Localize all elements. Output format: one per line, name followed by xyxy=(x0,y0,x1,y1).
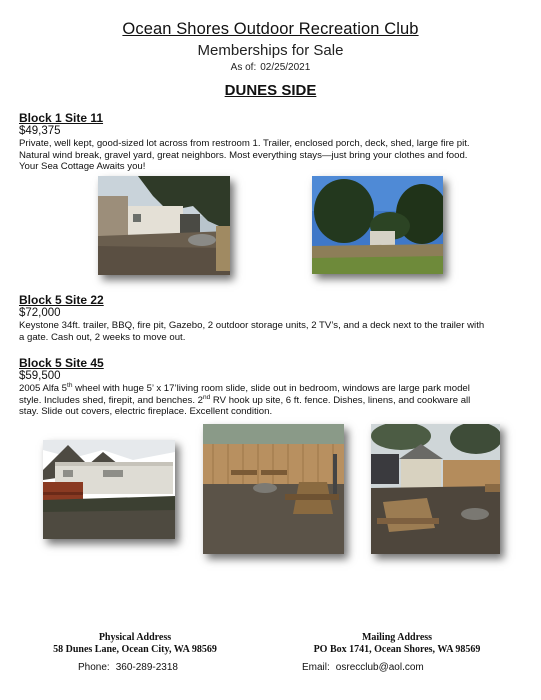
as-of-date: 02/25/2021 xyxy=(260,62,311,73)
listing-name: Block 1 Site 11 xyxy=(19,111,104,125)
fifth-wheel-photo xyxy=(43,440,175,539)
listing-price: $72,000 xyxy=(19,307,61,319)
listing-block-5-site-22 xyxy=(19,294,489,343)
mailing-address-line: PO Box 1741, Ocean Shores, WA 98569 xyxy=(313,644,481,655)
listing-name: Block 5 Site 22 xyxy=(19,293,104,307)
physical-address xyxy=(20,632,250,656)
listing-name: Block 5 Site 45 xyxy=(19,356,104,370)
shed-picnic-photo xyxy=(371,424,500,554)
mailing-address-heading: Mailing Address xyxy=(361,632,433,643)
listing-description: Keystone 34ft. trailer, BBQ, fire pit, Gazebo, 2 outdoor storage units, 2 TV’s, and a deck next to the trailer with a gate. Cash out, 2 weeks to move out. xyxy=(19,320,485,343)
as-of-line xyxy=(0,62,541,73)
phone-number[interactable]: 360-289-2318 xyxy=(115,662,178,673)
trees-yard-photo xyxy=(312,176,443,274)
email-label: Email: xyxy=(302,662,330,673)
email-line xyxy=(302,662,424,673)
listing-block-1-site-11 xyxy=(19,112,489,173)
listing-description: 2005 Alfa 5th wheel with huge 5’ x 17’living room slide, slide out in bedroom, windows are large park model style. Includes shed, firepit, and benches. 2nd RV hook up site, 6 ft. fence. Dishes, linens, and cookware all stay. Slide out covers, electric fireplace. Excellent condition. xyxy=(19,381,471,418)
phone-label: Phone: xyxy=(78,662,110,673)
listing-price: $49,375 xyxy=(19,125,61,137)
page-subtitle: Memberships for Sale xyxy=(197,42,344,59)
listing-price: $59,500 xyxy=(19,370,61,382)
phone-line xyxy=(78,662,178,673)
section-title: DUNES SIDE xyxy=(224,82,317,99)
trailer-lot-photo xyxy=(98,176,230,275)
physical-address-line: 58 Dunes Lane, Ocean City, WA 98569 xyxy=(53,644,217,655)
mailing-address xyxy=(282,632,512,656)
listing-block-5-site-45 xyxy=(19,357,489,418)
email-address[interactable]: osrecclub@aol.com xyxy=(335,662,424,673)
firepit-picnic-photo xyxy=(203,424,344,554)
as-of-label: As of: xyxy=(230,62,257,73)
physical-address-heading: Physical Address xyxy=(98,632,172,643)
page-title: Ocean Shores Outdoor Recreation Club xyxy=(122,20,419,38)
listing-description: Private, well kept, good-sized lot across from restroom 1. Trailer, enclosed porch, deck, shed, large fire pit. Natural wind break, gravel yard, great neighbors. Most everything stays—just bring your clothes and food. Your Sea Cottage Awaits you! xyxy=(19,138,470,173)
